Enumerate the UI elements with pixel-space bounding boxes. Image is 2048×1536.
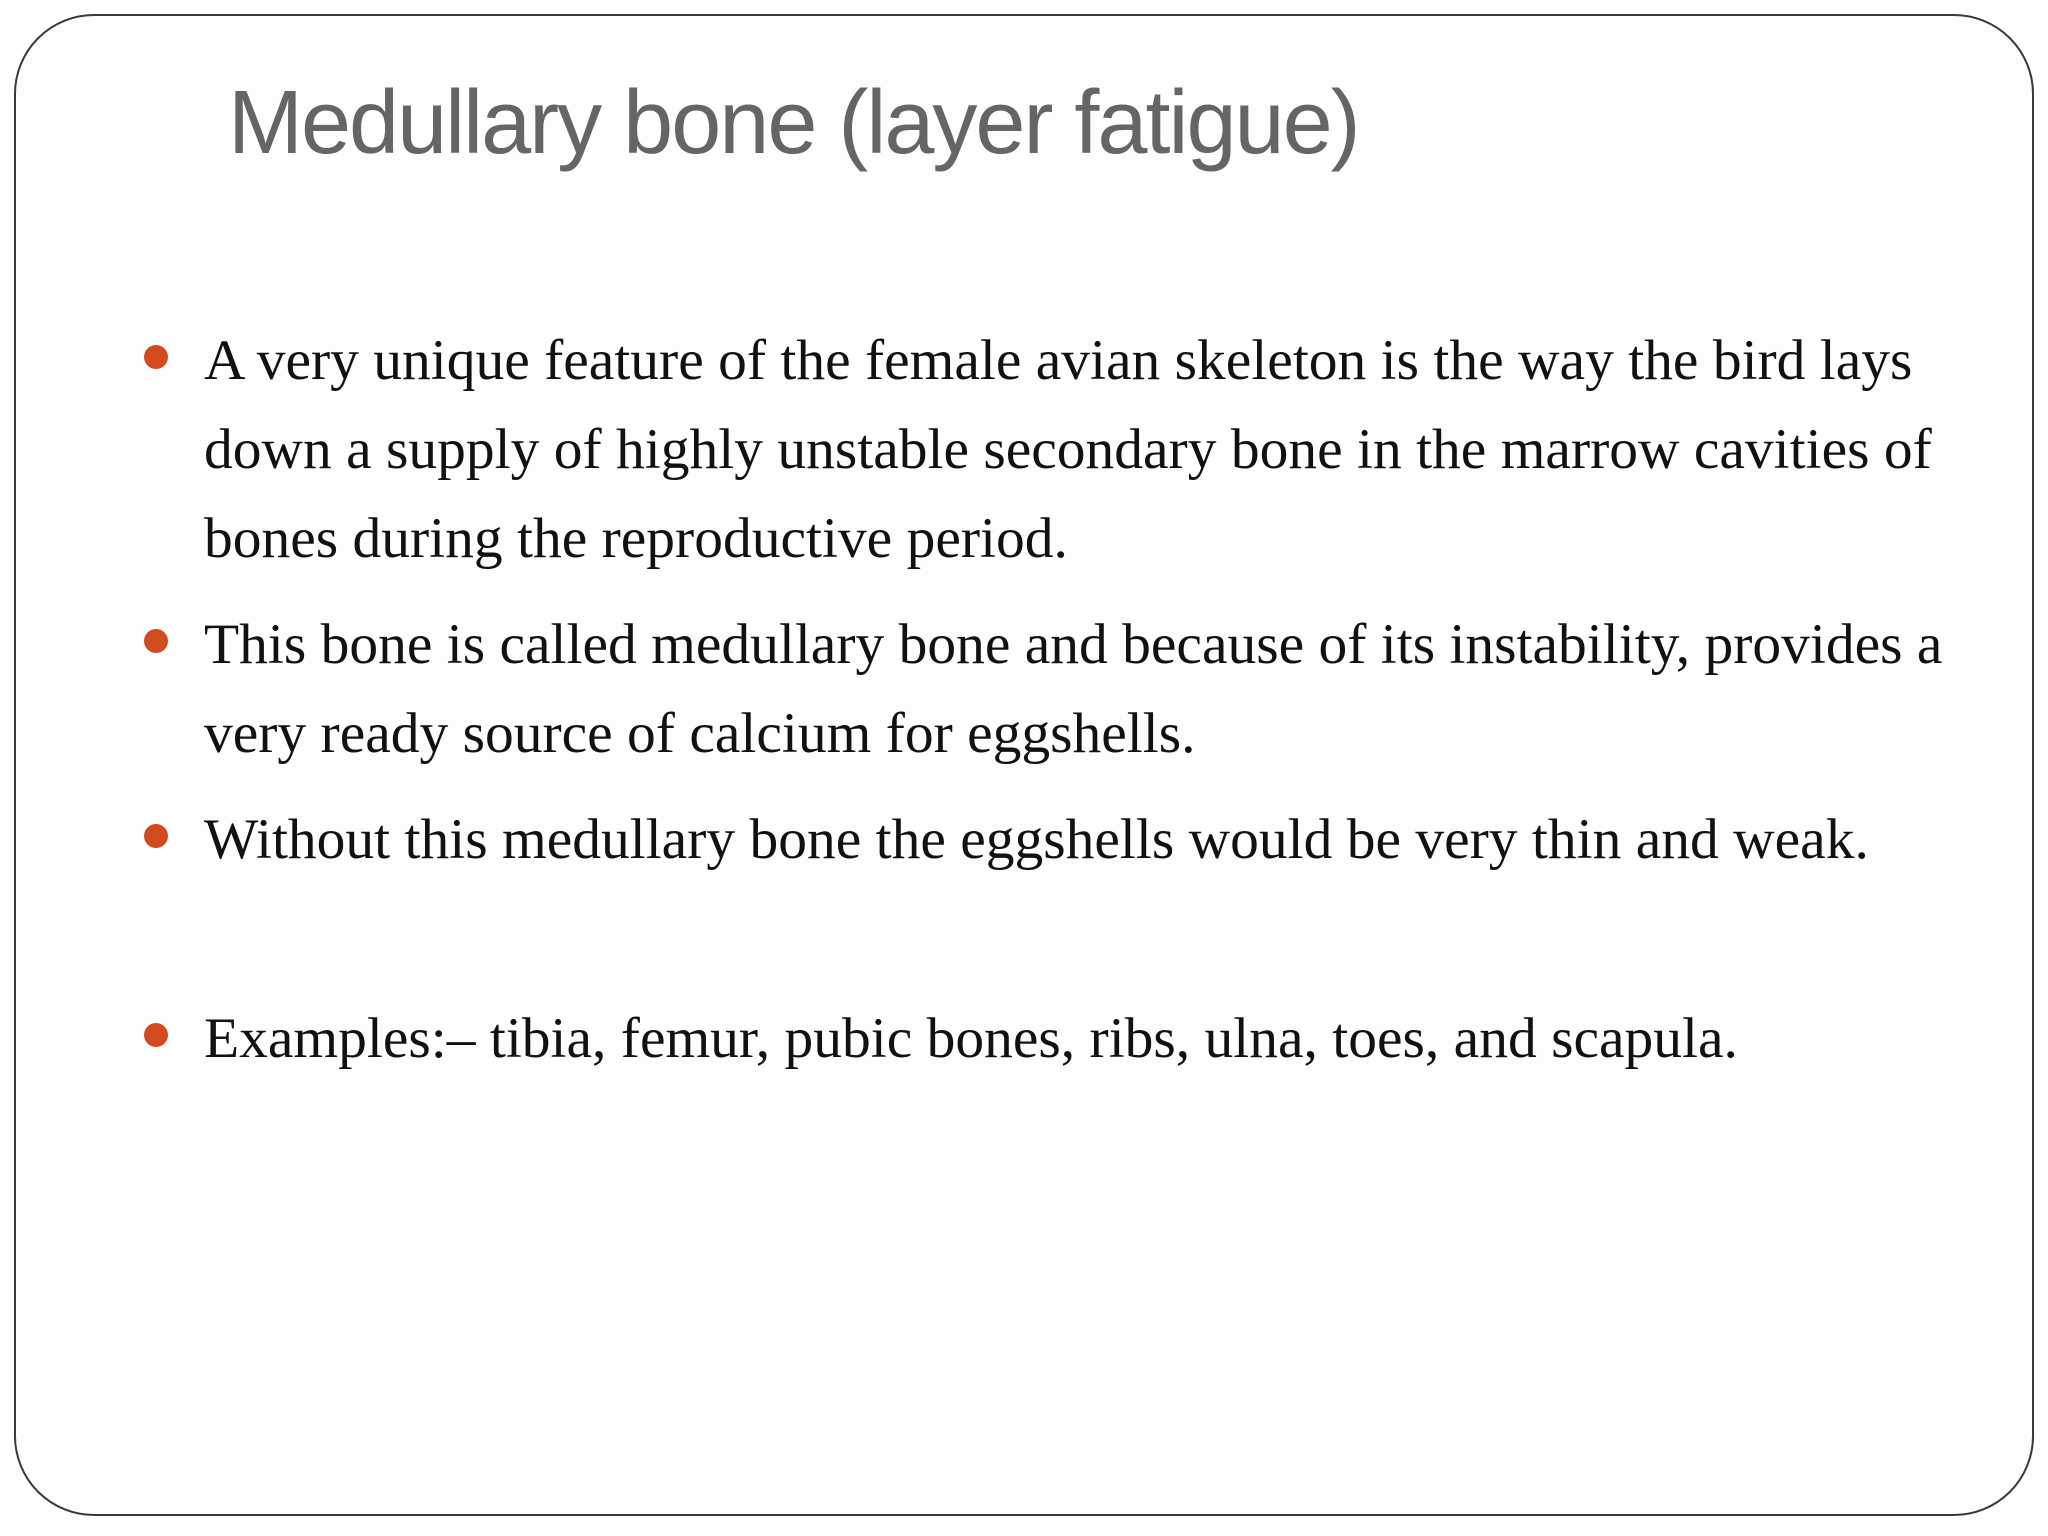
bullet-text: A very unique feature of the female avian skeleton is the way the bird lays down a supply of highly unstable secondary bone in the marrow cavities of bones during the reproductive period. (204, 329, 1932, 570)
bullet-text: Examples:– tibia, femur, pubic bones, ribs, ulna, toes, and scapula. (204, 1007, 1738, 1070)
bullet-dot-icon (144, 345, 168, 369)
bullet-dot-icon (144, 629, 168, 653)
bullet-item (204, 795, 2004, 884)
bullet-item (204, 994, 2004, 1083)
bullet-dot-icon (144, 1023, 168, 1047)
bullet-item (204, 316, 2004, 583)
bullet-dot-icon (144, 824, 168, 848)
bullet-text: This bone is called medullary bone and because of its instability, provides a very ready source of calcium for eggshells. (204, 613, 1943, 765)
bullet-item (204, 600, 2004, 778)
bullet-text: Without this medullary bone the eggshells would be very thin and weak. (204, 808, 1869, 871)
bullet-list (204, 316, 2004, 1100)
slide-title: Medullary bone (layer fatigue) (228, 73, 1359, 173)
slide (14, 14, 2034, 1516)
